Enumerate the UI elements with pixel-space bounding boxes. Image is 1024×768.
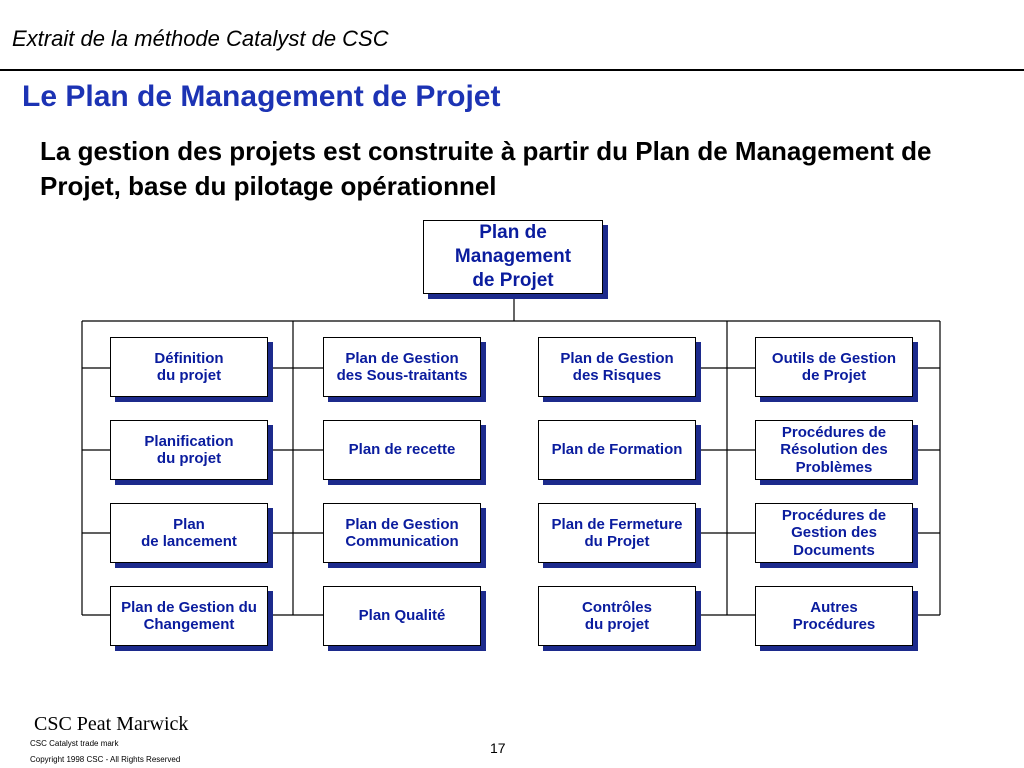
box-plan-sous-traitants: Plan de Gestion des Sous-traitants	[323, 337, 481, 397]
box-planification-projet: Planification du projet	[110, 420, 268, 480]
box-outils-gestion: Outils de Gestion de Projet	[755, 337, 913, 397]
box-controles-projet: Contrôles du projet	[538, 586, 696, 646]
slide-header-subtitle: Extrait de la méthode Catalyst de CSC	[12, 26, 389, 51]
footer-copyright: Copyright 1998 CSC - All Rights Reserved	[30, 755, 181, 764]
box-plan-qualite: Plan Qualité	[323, 586, 481, 646]
box-plan-lancement: Plan de lancement	[110, 503, 268, 563]
box-procedures-resolution: Procédures de Résolution des Problèmes	[755, 420, 913, 480]
box-definition-projet: Définition du projet	[110, 337, 268, 397]
footer-brand: CSC Peat Marwick	[34, 713, 189, 735]
box-plan-gestion-changement: Plan de Gestion du Changement	[110, 586, 268, 646]
box-plan-fermeture: Plan de Fermeture du Projet	[538, 503, 696, 563]
box-plan-risques: Plan de Gestion des Risques	[538, 337, 696, 397]
slide-title: Le Plan de Management de Projet	[22, 80, 501, 113]
box-plan-communication: Plan de Gestion Communication	[323, 503, 481, 563]
footer-trademark: CSC Catalyst trade mark	[30, 739, 119, 748]
box-procedures-documents: Procédures de Gestion des Documents	[755, 503, 913, 563]
box-plan-formation: Plan de Formation	[538, 420, 696, 480]
box-plan-recette: Plan de recette	[323, 420, 481, 480]
page-number: 17	[490, 740, 506, 756]
root-box-plan-management: Plan de Management de Projet	[423, 220, 603, 294]
slide-lead-text: La gestion des projets est construite à partir du Plan de Management de Projet, base du pilotage opérationnel	[40, 136, 932, 201]
box-autres-procedures: Autres Procédures	[755, 586, 913, 646]
